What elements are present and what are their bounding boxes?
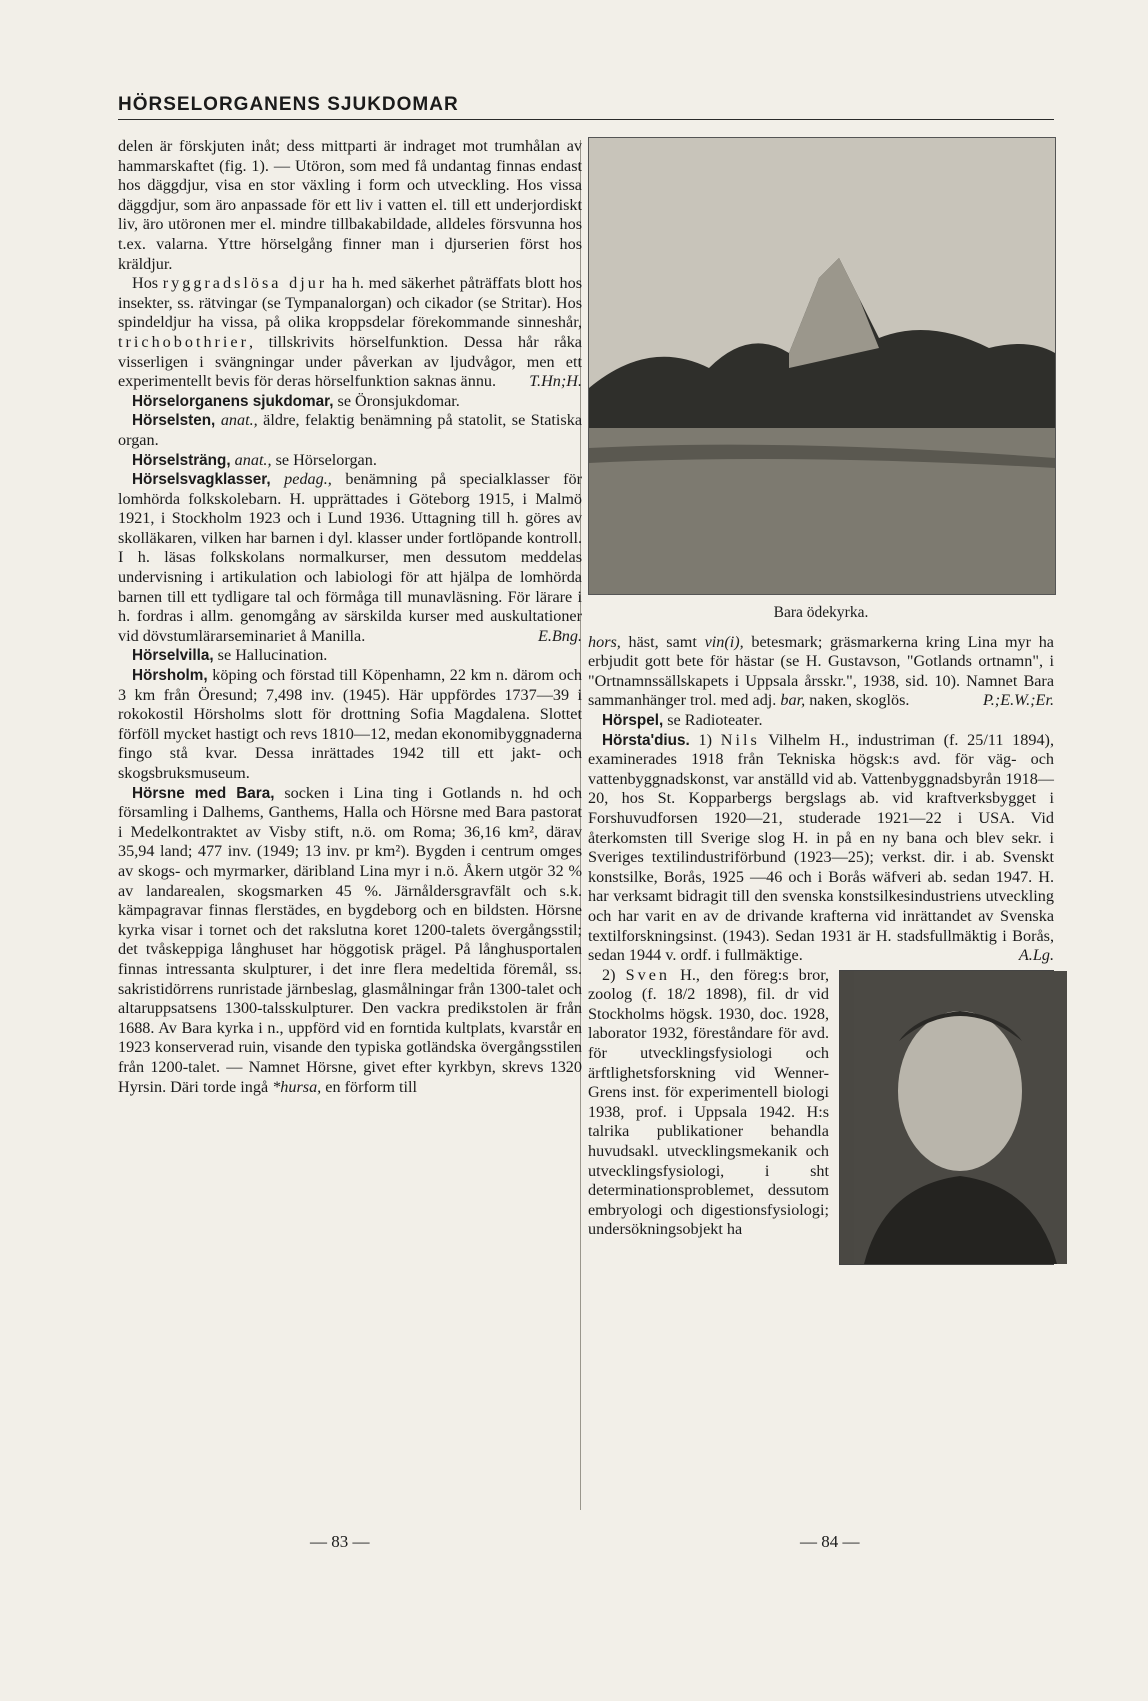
church-ruin-icon: [589, 138, 1055, 594]
abbr: pedag.,: [284, 470, 332, 489]
entry-head: Hörsta'dius.: [602, 731, 690, 749]
entry-head: Hörsne med Bara,: [132, 784, 275, 802]
entry: [118, 392, 582, 412]
text: se Öronsjukdomar.: [333, 391, 460, 410]
text: en förform till: [321, 1077, 417, 1096]
text: socken i Lina ting i Gotlands n. hd och församling i Dalhems, Ganthems, Halla och Hörsne med Bara pastorat i Medelkontraktet av Visby stift, n.ö. om Roma; 36,16 km², därav 35,94 land; 477 inv. (1949; 13 inv. pr km²). Bygden i centrum omges av skogs- och myrmarker, däribland Lina myr i n.ö. Åkern utgör 32 % av landarealen, skogsmarken 45 %. Järnåldersgravfält och s.k. kämpagravar finnas flerstädes, en bygdeborg och en bildsten. Hörsne kyrka visar i tornet och det rakslutna koret 1200-talets övergångsstil; det tvåskeppiga långhuset har höggotisk prägel. På långhusportalen finnas intressanta skulpturer, i det inre flera medeltida föremål, ss. sakristidörrens runristade järnbeslag, glasmålningar från 1300-talet och altaruppsatsens 1300-talsskulpturer. Den vackra predikstolen är från 1688. Av Bara kyrka i n., uppförd vid en forntida kultplats, kvarstår en 1923 konserverad ruin, visande den typiska gotländska övergångsstilen från 1200-talet. — Namnet Hörsne, givet efter kyrkbyn, skrevs 1320 Hyrsin. Däri torde ingå: [118, 783, 583, 1096]
entry-head: Hörselsträng,: [132, 451, 231, 469]
text: , tillskrivits hörselfunktion. Dessa hår råka visserligen i svängningar under påverkan av ljudvågor, men ett experimentellt bevis för deras hörselfunktion saknas ännu.: [118, 332, 582, 391]
text: H., den föreg:s bror, zoolog (f. 18/2 1898), fil. dr vid Stockholms högsk. 1930, doc. 1928, laborator 1932, föreståndare för avd. för utvecklingsfysiologi och ärftlighetsforskning vid Wenner-Grens inst. för experimentell biologi 1938, prof. i Uppsala 1942. H:s talrika publikationer behandla huvudsakl. utvecklingsmekanik och utvecklingsfysiologi, i sht determinationsproblemet, dessutom embryologi och digestionsfysiologi; undersökningsobjekt ha: [588, 965, 829, 1239]
paragraph: delen är förskjuten inåt; dess mittparti är indraget mot trumhålan av hammarskaftet (fig. 1). — Utöron, som med få undantag finnas endast hos däggdjur, visa en stor växling i form och utveckling. Hos vissa däggdjur, som äro anpassade för ett liv i vatten el. till ett underjordiskt liv, äro utöronen mer el. mindre tillbakabildade, alldeles försvunna hos t.ex. valarna. Yttre hörselgång finner man i djurserien först hos kräldjur.: [118, 137, 582, 273]
text: köping och förstad till Köpenhamn, 22 km n. därom och 3 km från Öresund; 7,498 inv. (1945). Här uppfördes 1737—39 i rokokostil Hörsholms slott för drottning Sofia Magdalena. Slottet förföll mycket hastigt och revs 1810—12, medan ekonomibyggnaderna fingo stå kvar. Dessa inrättades 1942 till ett jakt- och skogsbruksmuseum.: [118, 666, 582, 782]
entry: [118, 411, 582, 450]
spaced-term: Sven: [625, 965, 670, 984]
spaced-term: trichobothrier: [118, 332, 249, 351]
entry-head: Hörselsvagklasser,: [132, 471, 271, 489]
entry-head: Hörsholm,: [132, 667, 208, 685]
left-column: [118, 137, 582, 1097]
portrait-photo: [839, 970, 1054, 1265]
signature: A.Lg.: [1018, 946, 1054, 965]
italic-term: *hursa,: [272, 1077, 322, 1096]
entry: [588, 966, 1054, 1240]
text: se Hallucination.: [213, 646, 328, 665]
text: betesmark; gräsmarkerna kring Lina myr ha erbjudit gott bete för hästar (se H. Gustavson, "Gotlands ortnamn", i "Ortnamnssällskapets i Uppsala årsskr.", 1938, sid. 10). Namnet Bara sammanhänger trol. med adj.: [588, 632, 1054, 710]
entry-head: Hörselvilla,: [132, 647, 214, 665]
text: naken, skoglös.: [805, 691, 910, 710]
text: 1): [689, 730, 721, 749]
entry-head: Hörselorganens sjukdomar,: [132, 392, 334, 410]
abbr: anat.,: [234, 450, 272, 469]
text: se Hörselorgan.: [271, 450, 377, 469]
entry: [118, 646, 582, 666]
spaced-term: ryggradslösa djur: [162, 274, 328, 293]
text: se Radioteater.: [663, 710, 763, 729]
page-number-left: — 83 —: [310, 1532, 370, 1551]
italic-term: vin(i),: [704, 632, 744, 651]
text: 2): [602, 965, 626, 984]
church-ruin-photo: [588, 137, 1056, 595]
signature: E.Bng.: [537, 626, 582, 645]
text: äldre, felaktig benämning på statolit, se Statiska organ.: [118, 411, 583, 449]
text: Vilhelm H., industriman (f. 25/11 1894), examinerades 1918 från Tekniska högsk:s avd. för väg- och vattenbyggnadskonst, var anställd vid ab. Vattenbyggnadsbyrån 1918—20, hos St. Kopparbergs bergslags ab. vid kraftverksbygget i Forshuvudforsen 1920—21, studerade 1921—22 i USA. Vid återkomsten till Sverige slog H. in på en ny bana och blev sekr. i Sveriges textilindustriförbund (1923—25); verkst. dir. i ab. Svenskt konstsilke, Borås, 1925 —46 och i Borås wäfveri ab. sedan 1947. H. har verksamt bidragit till den svenska konstsilkesindustriens utveckling och har varit en av de drivande krafterna vid inrättandet av Svenska textilforskningsinst. (1943). Sedan 1931 är H. stadsfullmäktig i Borås, sedan 1944 v. ordf. i fullmäktige.: [588, 730, 1054, 965]
entry: [588, 731, 1054, 966]
page-number-right: — 84 —: [800, 1532, 860, 1551]
spaced-term: Nils: [720, 730, 760, 749]
entry: [118, 470, 582, 646]
text: häst, samt: [620, 632, 705, 651]
text: ha h. med säkerhet påträffats blott hos insekter, ss. rätvingar (se Tympanalorgan) och cikador (se Stritar). Hos spindeldjur ha vissa, på olika kroppsdelar förekommande sinneshår,: [118, 274, 582, 332]
text: benämning på specialklasser för lomhörda folkskolebarn. H. upprättades i Göteborg 1915, i Malmö 1921, i Stockholm 1923 och i Lund 1936. Uttagning till h. göres av skolläkaren, vilken har barnen i dyl. klasser under fortlöpande kontroll. I h. läsas folkskolans normalkurser, men dessutom meddelas undervisning i artikulation och labiologi för att hjälpa de lomhörda barnen till ett tydligare tal och förmåga till munavläsning. För lärare i h. fordras i allm. genomgång av särskilda kurser med auskultationer vid dövstumlärarseminariet å Manilla.: [118, 470, 582, 645]
entry: [118, 451, 582, 471]
photo-caption: Bara ödekyrka.: [773, 604, 869, 621]
abbr: anat.,: [220, 411, 258, 430]
entry-head: Hörspel,: [602, 711, 664, 729]
portrait-icon: [854, 971, 1067, 1264]
signature: P.;E.W.;Er.: [982, 691, 1054, 710]
italic-term: bar,: [780, 691, 806, 710]
entry: [588, 711, 1054, 731]
text: Hos: [132, 274, 163, 293]
running-head: HÖRSELORGANENS SJUKDOMAR: [118, 94, 1054, 120]
entry-head: Hörselsten,: [132, 412, 216, 430]
entry: [118, 784, 582, 1098]
italic-term: hors,: [588, 632, 621, 651]
right-column: [588, 137, 1054, 1265]
entry: [118, 666, 582, 784]
signature: T.Hn;H.: [529, 372, 582, 391]
